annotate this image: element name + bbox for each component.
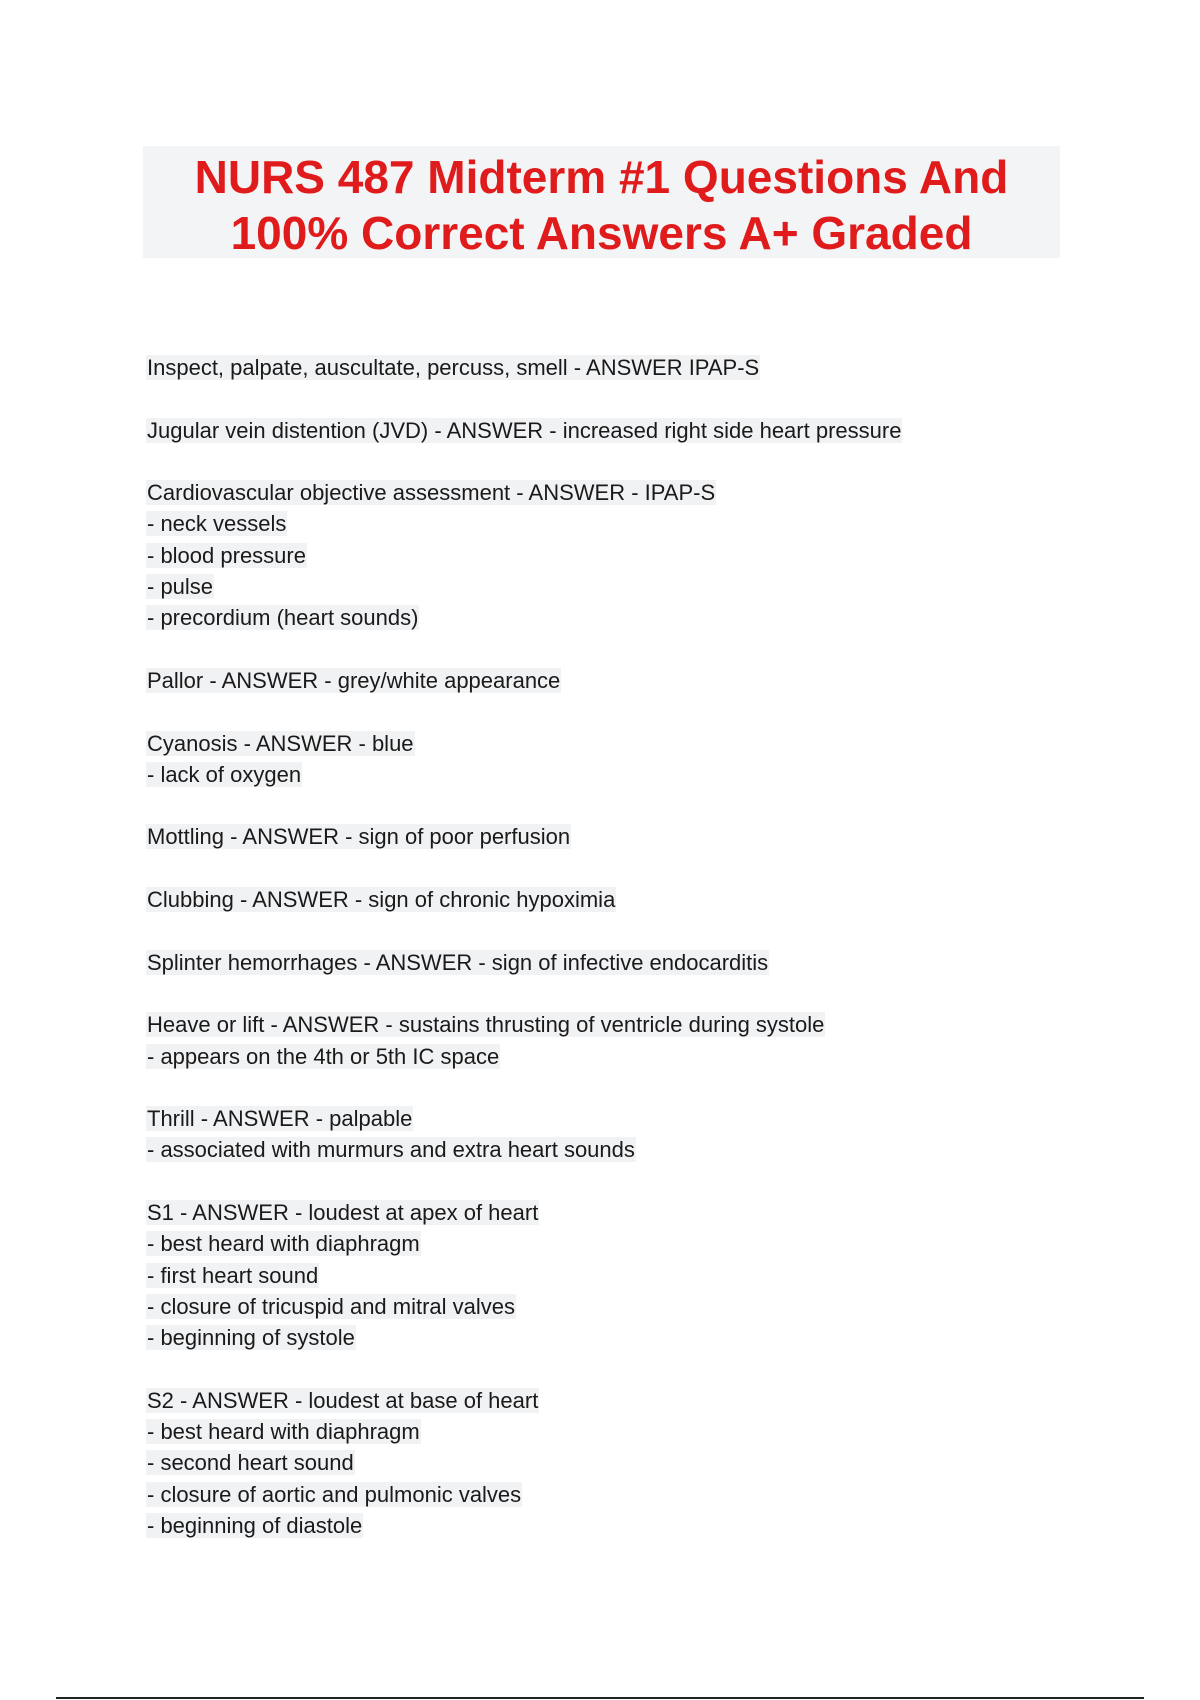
detail-line <box>146 1260 1106 1291</box>
answer-text: ANSWER - loudest at apex of heart <box>192 1200 539 1226</box>
separator: - <box>510 480 529 506</box>
detail-line <box>146 1322 1106 1353</box>
qa-heading <box>146 418 902 443</box>
qa-heading <box>146 731 415 756</box>
qa-heading <box>146 887 616 912</box>
detail-text: - neck vessels <box>147 511 287 537</box>
qa-heading-line <box>146 415 1106 446</box>
detail-line <box>146 1479 1106 1510</box>
qa-entry <box>146 352 1106 383</box>
question-term: Mottling <box>147 824 225 850</box>
question-term: Cyanosis <box>147 730 238 756</box>
separator: - <box>428 417 447 443</box>
separator: - <box>567 355 587 380</box>
question-term: Splinter hemorrhages <box>147 949 358 975</box>
question-term: S2 <box>147 1387 174 1413</box>
detail-text: - pulse <box>147 574 214 600</box>
separator: - <box>264 1012 283 1038</box>
detail-text: - associated with murmurs and extra heart sounds <box>147 1137 635 1163</box>
answer-text: ANSWER - sign of poor perfusion <box>242 824 571 850</box>
qa-heading-line <box>146 728 1106 759</box>
answer-text: ANSWER - blue <box>255 730 414 756</box>
qa-entry <box>146 1009 1106 1072</box>
qa-heading-line <box>146 947 1106 978</box>
question-term: Inspect, palpate, auscultate, percuss, smell <box>147 355 568 380</box>
question-term: Clubbing <box>147 887 234 913</box>
detail-text: - beginning of systole <box>147 1325 355 1351</box>
title-line-1: NURS 487 Midterm #1 Questions And <box>194 151 1009 203</box>
detail-text: - precordium (heart sounds) <box>147 605 419 631</box>
detail-text: - closure of aortic and pulmonic valves <box>147 1481 522 1507</box>
detail-text: - lack of oxygen <box>147 761 302 787</box>
question-term: Heave or lift <box>147 1012 265 1038</box>
document-title <box>143 146 1060 258</box>
detail-text: - best heard with diaphragm <box>147 1231 420 1257</box>
answer-text: ANSWER - grey/white appearance <box>221 667 561 693</box>
qa-heading-line <box>146 1385 1106 1416</box>
qa-list <box>146 352 1106 1573</box>
qa-entry <box>146 728 1106 791</box>
qa-entry <box>146 477 1106 633</box>
qa-heading <box>146 480 716 505</box>
qa-heading-line <box>146 821 1106 852</box>
question-term: S1 <box>147 1200 174 1226</box>
detail-text: - beginning of diastole <box>147 1512 363 1538</box>
detail-line <box>146 602 1106 633</box>
qa-entry <box>146 1385 1106 1541</box>
detail-text: - closure of tricuspid and mitral valves <box>147 1293 516 1319</box>
qa-heading-line <box>146 665 1106 696</box>
qa-heading-line <box>146 1009 1106 1040</box>
separator: - <box>357 949 376 975</box>
detail-line <box>146 1291 1106 1322</box>
qa-heading-line <box>146 477 1106 508</box>
detail-text: - blood pressure <box>147 542 306 568</box>
qa-entry <box>146 415 1106 446</box>
answer-text: ANSWER - sustains thrusting of ventricle during systole <box>282 1012 825 1038</box>
qa-entry <box>146 1103 1106 1166</box>
qa-heading <box>146 1200 539 1225</box>
detail-line <box>146 1228 1106 1259</box>
qa-heading-line <box>146 1103 1106 1134</box>
answer-text: ANSWER - palpable <box>213 1106 413 1132</box>
footer-divider <box>56 1697 1144 1699</box>
question-term: Pallor <box>147 667 204 693</box>
detail-text: - first heart sound <box>147 1262 319 1288</box>
detail-line <box>146 1447 1106 1478</box>
detail-line <box>146 540 1106 571</box>
answer-text: ANSWER - sign of chronic hypoximia <box>252 887 616 913</box>
separator: - <box>194 1106 214 1132</box>
answer-text: ANSWER IPAP-S <box>586 355 760 380</box>
separator: - <box>233 887 253 913</box>
qa-heading <box>146 1388 539 1413</box>
qa-entry <box>146 821 1106 852</box>
qa-heading-line <box>146 352 1106 383</box>
separator: - <box>237 730 256 756</box>
qa-heading-line <box>146 1197 1106 1228</box>
qa-heading <box>146 1106 413 1131</box>
qa-entry <box>146 1197 1106 1353</box>
title-line-2: 100% Correct Answers A+ Graded <box>230 207 973 259</box>
question-term: Thrill <box>147 1106 195 1132</box>
detail-text: - best heard with diaphragm <box>147 1419 420 1445</box>
qa-heading <box>146 355 760 380</box>
detail-line <box>146 1041 1106 1072</box>
detail-line <box>146 508 1106 539</box>
answer-text: ANSWER - increased right side heart pressure <box>446 417 902 443</box>
detail-text: - second heart sound <box>147 1450 354 1476</box>
detail-line <box>146 1416 1106 1447</box>
answer-text: ANSWER - IPAP-S <box>528 480 716 506</box>
qa-heading <box>146 950 769 975</box>
answer-text: ANSWER - loudest at base of heart <box>192 1387 539 1413</box>
qa-entry <box>146 947 1106 978</box>
answer-text: ANSWER - sign of infective endocarditis <box>375 949 769 975</box>
qa-heading <box>146 824 571 849</box>
separator: - <box>173 1387 193 1413</box>
qa-heading <box>146 668 561 693</box>
question-term: Cardiovascular objective assessment <box>147 480 511 506</box>
separator: - <box>203 667 222 693</box>
question-term: Jugular vein distention (JVD) <box>147 417 429 443</box>
separator: - <box>224 824 243 850</box>
detail-text: - appears on the 4th or 5th IC space <box>147 1043 500 1069</box>
qa-heading-line <box>146 884 1106 915</box>
separator: - <box>173 1200 193 1226</box>
qa-entry <box>146 665 1106 696</box>
detail-line <box>146 1510 1106 1541</box>
qa-entry <box>146 884 1106 915</box>
qa-heading <box>146 1012 825 1037</box>
detail-line <box>146 759 1106 790</box>
detail-line <box>146 571 1106 602</box>
detail-line <box>146 1134 1106 1165</box>
